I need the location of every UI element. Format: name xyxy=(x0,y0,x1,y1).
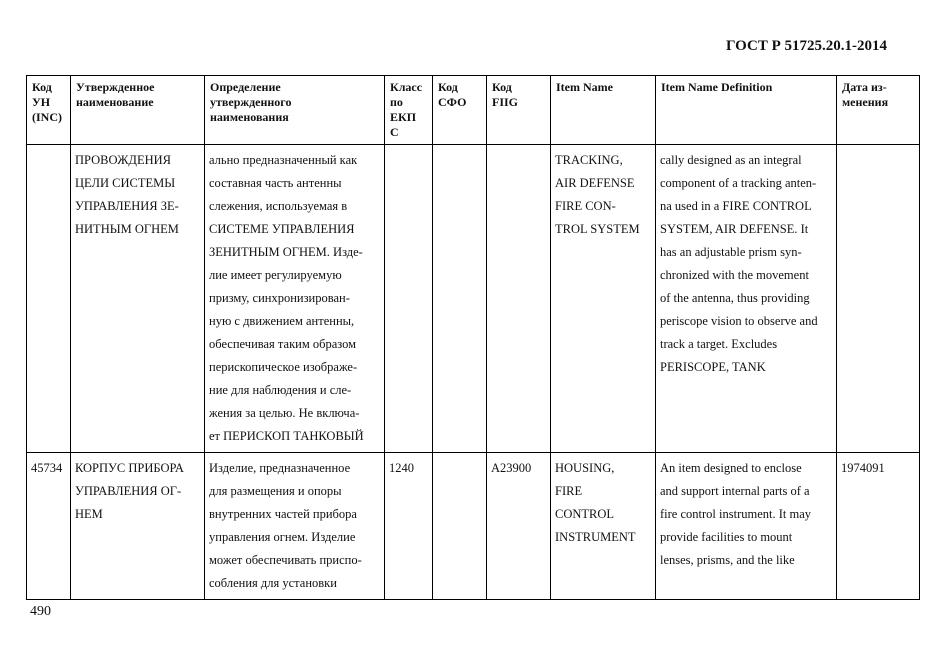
cell-inc: 45734 xyxy=(27,453,71,600)
cell-item-definition: cally designed as an integral component of a tracking anten- na used in a FIRE CONTROL SYSTEM, AIR DEFENSE. It has an adjustable prism syn- chronized with the movement of the antenna, thus providing periscope vision to observe and track a target. Excludes PERISCOPE, TANK xyxy=(656,145,837,453)
document-code: ГОСТ Р 51725.20.1-2014 xyxy=(725,38,887,54)
header-code-fiig: Код FIIG xyxy=(487,76,551,145)
cell-item-name: HOUSING, FIRE CONTROL INSTRUMENT xyxy=(551,453,656,600)
header-class-ekps: Класс по ЕКП С xyxy=(385,76,433,145)
table-row xyxy=(27,453,920,600)
cell-change-date: 1974091 xyxy=(837,453,920,600)
cell-code-sfo xyxy=(433,145,487,453)
cell-class-ekps xyxy=(385,145,433,453)
header-code-sfo: Код СФО xyxy=(433,76,487,145)
header-inc: Код УН (INC) xyxy=(27,76,71,145)
cell-class-ekps: 1240 xyxy=(385,453,433,600)
cell-code-fiig: A23900 xyxy=(487,453,551,600)
cell-definition: Изделие, предназначенное для размещения и опоры внутренних частей прибора управления огнем. Изделие может обеспечивать приспо- собления для установки xyxy=(205,453,385,600)
header-change-date: Дата из- менения xyxy=(837,76,920,145)
header-approved-name: Утвержденное наименование xyxy=(71,76,205,145)
cell-approved-name: ПРОВОЖДЕНИЯ ЦЕЛИ СИСТЕМЫ УПРАВЛЕНИЯ ЗЕ- НИТНЫМ ОГНЕМ xyxy=(71,145,205,453)
cell-item-name: TRACKING, AIR DEFENSE FIRE CON- TROL SYSTEM xyxy=(551,145,656,453)
cell-approved-name: КОРПУС ПРИБОРА УПРАВЛЕНИЯ ОГ- НЕМ xyxy=(71,453,205,600)
cell-change-date xyxy=(837,145,920,453)
page-number: 490 xyxy=(30,604,51,619)
cell-inc xyxy=(27,145,71,453)
cell-code-sfo xyxy=(433,453,487,600)
cell-code-fiig xyxy=(487,145,551,453)
header-item-name: Item Name xyxy=(551,76,656,145)
data-table xyxy=(26,75,920,600)
table-row xyxy=(27,145,920,453)
table-header-row xyxy=(27,76,920,145)
cell-item-definition: An item designed to enclose and support internal parts of a fire control instrument. It may provide facilities to mount lenses, prisms, and the like xyxy=(656,453,837,600)
cell-definition: ально предназначенный как составная часть антенны слежения, используемая в СИСТЕМЕ УПРАВЛЕНИЯ ЗЕНИТНЫМ ОГНЕМ. Изде- лие имеет регулируемую призму, синхронизирован- ную с движением антенны, обеспечивая таким образом перископическое изображе- ние для наблюдения и сле- жения за целью. Не включа- ет ПЕРИСКОП ТАНКОВЫЙ xyxy=(205,145,385,453)
header-item-name-definition: Item Name Definition xyxy=(656,76,837,145)
header-definition: Определение утвержденного наименования xyxy=(205,76,385,145)
